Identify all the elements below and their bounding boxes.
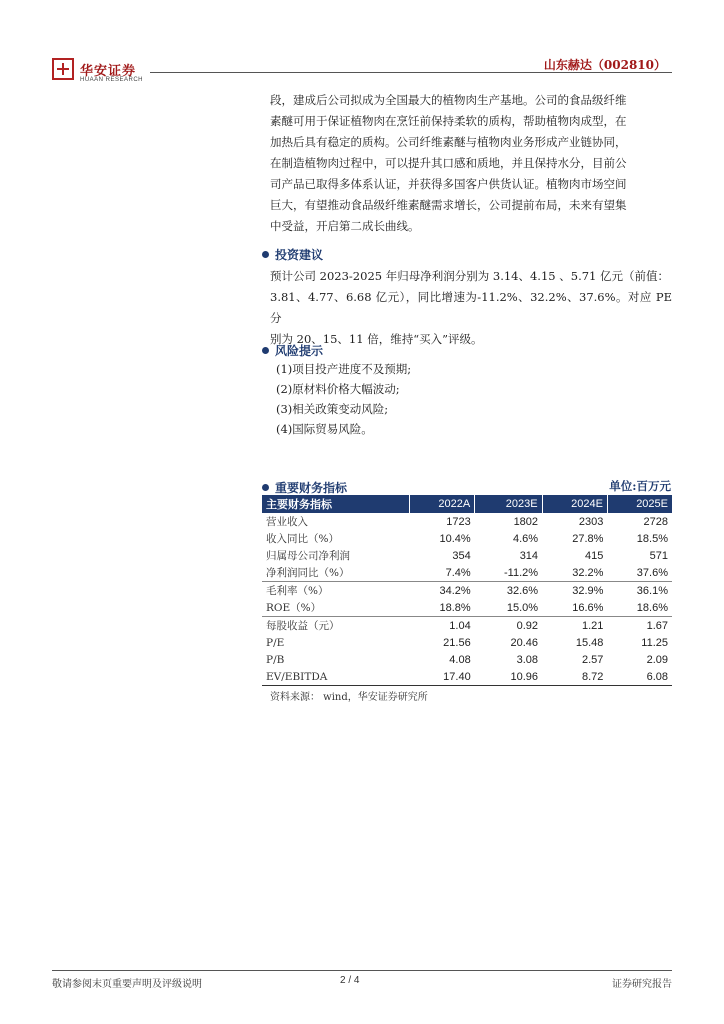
table-cell: 2.09 [646,653,668,666]
table-cell: 1723 [446,515,471,528]
row-label: 每股收益（元） [262,617,409,635]
table-cell: 15.0% [506,601,539,614]
table-cell: 1.67 [607,617,672,635]
table-cell: 18.6% [636,601,668,614]
financials-heading-text: 重要财务指标 [275,481,348,495]
table-cell: 16.6% [572,601,604,614]
table-cell: 3.08 [516,653,539,666]
advice-line: 别为 20、15、11 倍，维持“买入”评级。 [270,332,483,346]
table-row [262,617,672,635]
table-cell: 15.48 [575,636,604,649]
table-row [262,634,672,651]
table-header-cell: 2025E [607,495,672,513]
risk-item: (1)项目投产进度不及预期; [276,362,412,376]
table-cell: 1.04 [409,617,474,635]
table-cell: 32.9% [542,582,607,600]
bullet-dot-icon [262,251,269,258]
table-row [262,547,672,564]
table-cell: 2303 [578,515,604,528]
table-row [262,599,672,617]
risk-item: (3)相关政策变动风险; [276,402,389,416]
disclaimer-note: 敬请参阅末页重要声明及评级说明 [52,979,202,990]
header-divider [150,72,672,73]
table-cell: 32.6% [475,582,542,600]
table-cell: 34.2% [409,582,474,600]
risk-list [276,359,411,439]
financial-table [262,495,672,686]
intro-line: 司产品已取得多体系认证，并获得多国客户供货认证。植物肉市场空间 [270,177,627,191]
intro-line: 在制造植物肉过程中，可以提升其口感和质地，并且保持水分，目前公 [270,156,627,170]
intro-line: 素醚可用于保证植物肉在烹饪前保持柔软的质构，帮助植物肉成型，在 [270,114,627,128]
table-cell: 32.2% [572,566,604,579]
table-cell: 1.21 [542,617,607,635]
table-cell: 0.92 [475,617,542,635]
row-label: P/E [266,636,285,649]
table-cell: 2.57 [581,653,604,666]
table-cell: 11.25 [641,636,668,649]
table-row [262,530,672,547]
table-cell: 10.4% [439,532,471,545]
table-cell: 17.40 [409,668,474,686]
intro-line: 段，建成后公司拟成为全国最大的植物肉生产基地。公司的食品级纤维 [270,93,627,107]
table-cell: 18.5% [636,532,668,545]
table-cell: 20.46 [510,636,539,649]
table-cell: 354 [452,549,471,562]
risk-heading [262,342,323,359]
table-cell: 36.1% [607,582,672,600]
advice-heading-text: 投资建议 [275,248,324,262]
financials-heading [262,479,347,496]
table-cell: 8.72 [542,668,607,686]
bullet-dot-icon [262,484,269,491]
row-label: ROE（%） [266,602,322,614]
table-cell: 6.08 [607,668,672,686]
table-header-row [262,495,672,513]
advice-paragraph [270,266,672,350]
row-label: EV/EBITDA [262,668,409,686]
risk-item: (4)国际贸易风险。 [276,422,373,436]
table-row [262,513,672,530]
row-label: 收入同比（%） [266,533,339,545]
table-cell: 10.96 [475,668,542,686]
table-cell: 314 [519,549,539,562]
table-cell: 21.56 [443,636,471,649]
advice-line: 3.81、4.77、6.68 亿元），同比增速为-11.2%、32.2%、37.6%。对应 PE 分 [270,290,672,325]
table-cell: 4.08 [449,653,471,666]
advice-line: 预计公司 2023-2025 年归母净利润分别为 3.14、4.15 、5.71 亿元（前值： [270,269,670,283]
table-row [262,668,672,686]
row-label: 营业收入 [266,516,308,528]
brand-name: 华安证券 [80,64,137,79]
intro-line: 加热后具有稳定的质构。公司纤维素醚与植物肉业务形成产业链协同， [270,135,627,149]
unit-label: 单位:百万元 [609,479,671,493]
page-number: 2 / 4 [340,975,360,986]
risk-heading-text: 风险提示 [275,344,324,358]
stock-title: 山东赫达（002810） [543,58,666,72]
risk-item: (2)原材料价格大幅波动; [276,382,400,396]
intro-line: 中受益，开启第二成长曲线。 [270,219,420,233]
data-source-note: 资料来源： wind，华安证券研究所 [270,692,428,703]
row-label: 净利润同比（%） [266,567,350,579]
brand-english-name: HUAAN RESEARCH [80,77,144,83]
table-header-cell: 2023E [475,495,542,513]
table-cell: 415 [585,549,604,562]
table-cell: -11.2% [504,566,539,579]
row-label: 归属母公司净利润 [266,550,350,562]
report-type: 证券研究报告 [612,979,672,990]
company-logo-icon [52,58,74,80]
table-row [262,651,672,668]
table-cell: 4.6% [512,532,539,545]
table-cell: 1802 [513,515,539,528]
bullet-dot-icon [262,347,269,354]
table-header-cell: 主要财务指标 [262,495,409,513]
table-cell: 37.6% [636,566,668,579]
intro-paragraph [270,90,672,237]
advice-heading [262,246,323,263]
table-cell: 18.8% [439,601,471,614]
table-header-cell: 2022A [409,495,474,513]
table-cell: 571 [649,549,668,562]
table-cell: 27.8% [572,532,604,545]
footer-divider [52,970,672,971]
table-row [262,582,672,600]
table-row [262,564,672,582]
intro-line: 巨大，有望推动食品级纤维素醚需求增长，公司提前布局，未来有望集 [270,198,627,212]
row-label: P/B [266,653,285,666]
page-header [0,0,724,85]
table-header-cell: 2024E [542,495,607,513]
row-label: 毛利率（%） [262,582,409,600]
table-cell: 7.4% [445,566,471,579]
table-cell: 2728 [643,515,668,528]
